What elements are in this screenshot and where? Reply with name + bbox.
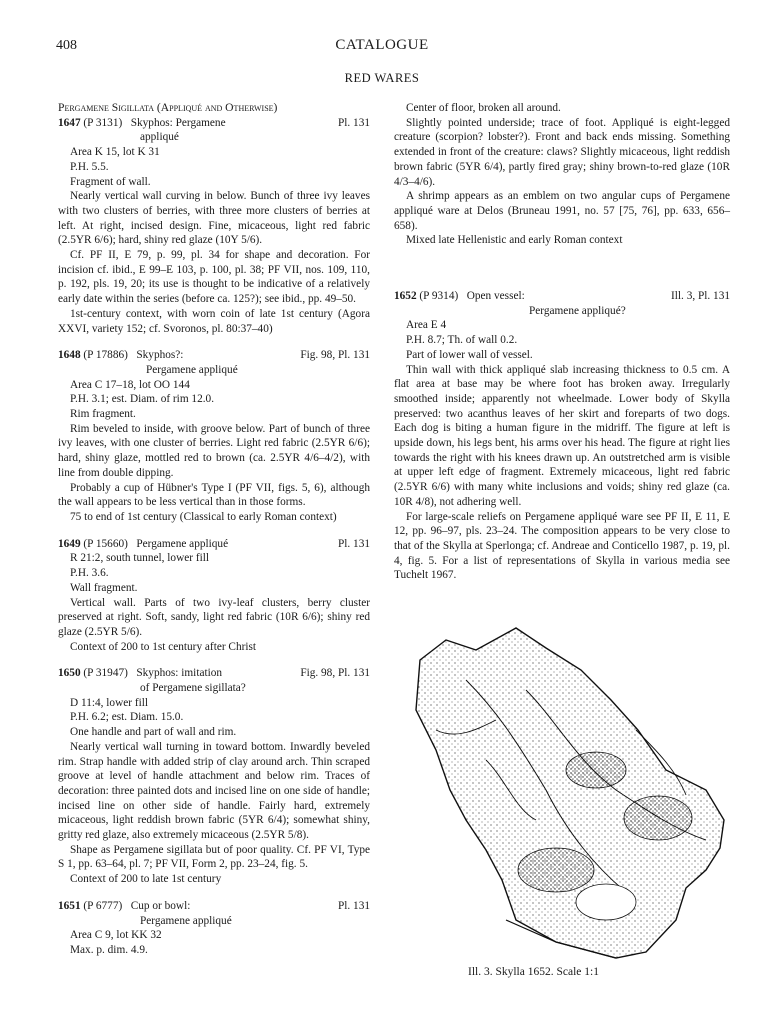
comparanda: Shape as Pergamene sigillata but of poor quality. Cf. PF VI, Type S 1, pp. 63–64, pl. 7; PF VII, Form 2, pp. 23–24, fig. 5. [58, 843, 370, 871]
context: 1st-century context, with worn coin of late 1st century (Agora XXVI, variety 152; cf. Svoronos, pl. 80:37–40) [58, 307, 370, 335]
illustration-caption: Ill. 3. Skylla 1652. Scale 1:1 [468, 966, 599, 978]
plate-reference: Ill. 3, Pl. 131 [671, 290, 730, 302]
preservation: Part of lower wall of vessel. [406, 348, 533, 361]
findspot: Area E 4 [406, 319, 447, 332]
entry-number: 1647 [58, 116, 81, 129]
findspot: Area C 9, lot KK 32 [70, 929, 162, 942]
comparanda: Cf. PF II, E 79, p. 99, pl. 34 for shape and decoration. For incision cf. ibid., E 99–E 103, p. 100, pl. 38; PF VII, nos. 109, 110, p. 192, pls. 19, 20; its use is thought to be indicative of a relatively early date within the series (before ca. 125?); see ibid., pp. 49–50. [58, 249, 370, 306]
inventory-number: (P 31947) [83, 667, 128, 680]
entry-number: 1650 [58, 667, 81, 680]
left-column [58, 101, 370, 958]
plate-reference: Pl. 131 [337, 116, 370, 129]
description: Slightly pointed underside; trace of foot. Appliqué is eight-legged creature (scorpion? lobster?). Front and back ends missing. Something extended in front of the creature: claws? Slightly micaceous, light reddish brown fabric (5YR 6/4), partly fired gray; shiny brown-to-red glaze (10R 4/3–4/6). [394, 116, 730, 188]
right-column [394, 101, 730, 248]
entry-1649 [58, 537, 370, 655]
comparanda: Probably a cup of Hübner's Type I (PF VII, figs. 5, 6), although the wall appears to be less vertical than in those forms. [58, 481, 370, 509]
inventory-number: (P 6777) [83, 899, 123, 912]
preservation: One handle and part of wall and rim. [70, 726, 237, 739]
dimensions: Max. p. dim. 4.9. [70, 943, 148, 956]
running-head: CATALOGUE [335, 37, 429, 53]
entry-title: Skyphos?: [136, 349, 184, 362]
description: Thin wall with thick appliqué slab increasing thickness to 0.5 cm. A flat area at base may be where foot has broken away. Irregularly smoothed inside; apparently not wheelmade. Lower body of Skylla preserved: two acanthus leaves of her skirt and foreparts of two dogs. Each dog is biting a human figure in the midriff. The figure at left is upside down, his legs bent, his arms over his head. The figure at right lies towards the right with his knees drawn up. An outstretched arm is visible at upper left edge of fragment. Extremely micaceous, light red fabric (2.5YR 6/6) with many white inclusions and voids; shiny red glaze (ca. 10R 4/8), not adhering well. [394, 363, 730, 508]
inventory-number: (P 9314) [419, 290, 459, 302]
page-number: 408 [56, 38, 77, 53]
context: Mixed late Hellenistic and early Roman context [406, 234, 623, 247]
findspot: R 21:2, south tunnel, lower fill [70, 552, 210, 565]
inventory-number: (P 3131) [83, 116, 123, 129]
dimensions: P.H. 3.6. [70, 567, 109, 580]
plate-reference: Pl. 131 [337, 537, 370, 550]
entry-number: 1649 [58, 537, 81, 550]
skylla-fragment-illustration [406, 620, 730, 962]
section-heading: RED WARES [344, 71, 420, 85]
context: Context of 200 to 1st century after Christ [70, 640, 257, 653]
entry-title-cont: of Pergamene sigillata? [140, 682, 246, 695]
entry-1651-continued [394, 101, 730, 248]
plate-reference: Pl. 131 [337, 899, 370, 912]
comparanda: A shrimp appears as an emblem on two angular cups of Pergamene appliqué ware at Delos (Bruneau 1991, no. 57 [75, 76], pp. 633, 656–658). [394, 190, 730, 232]
preservation: Fragment of wall. [70, 175, 151, 188]
comparanda: For large-scale reliefs on Pergamene appliqué ware see PF II, E 11, E 12, pp. 96–97, pls. 23–24. The composition appears to be very close to that of the Skylla at Sperlonga; cf. Andreae and Conticello 1987, p. 19, pl. 4, fig. 5. For a list of representations of Skylla in various media see Tuchelt 1967. [394, 510, 730, 582]
entry-number: 1651 [58, 899, 81, 912]
entry-1651 [58, 899, 370, 958]
findspot: Area C 17–18, lot OO 144 [70, 378, 190, 391]
description: Nearly vertical wall curving in below. Bunch of three ivy leaves with two clusters of berries, with three more clusters of berries at left. At right, incised design. Fine, micaceous, light red fabric (2.5YR 6/6); hard, shiny red glaze (10Y 5/6). [58, 190, 370, 247]
plate-reference: Fig. 98, Pl. 131 [300, 667, 370, 680]
entry-title-cont: Pergamene appliqué [140, 914, 232, 927]
findspot: Area K 15, lot K 31 [70, 146, 160, 159]
entry-1647 [58, 116, 370, 337]
description: Nearly vertical wall turning in toward bottom. Inwardly beveled rim. Strap handle with added strip of clay around arch. Thin scraped groove at level of handle attachment and below rim. Traces of decoration: three painted dots and incised line on one side of handle; incised line on other side of handle. Fairly hard, extremely micaceous, light reddish brown fabric (5YR 6/4); somewhat shiny, gritty red glaze, also extremely micaceous (2.5YR 5/8). [58, 740, 370, 842]
inventory-number: (P 15660) [83, 537, 128, 550]
description: Rim beveled to inside, with groove below. Part of bunch of three ivy leaves, with one cluster of berries. Light red fabric (2.5YR 6/6); hard, shiny glaze, mottled red to brown (ca. 2.5YR 4/6–4/2), with line from double dipping. [58, 422, 370, 479]
findspot: D 11:4, lower fill [70, 696, 149, 709]
inventory-number: (P 17886) [83, 349, 128, 362]
preservation: Wall fragment. [70, 581, 138, 594]
entry-title: Cup or bowl: [130, 899, 191, 912]
dimensions: P.H. 3.1; est. Diam. of rim 12.0. [70, 393, 215, 406]
entry-title: Skyphos: Pergamene [130, 116, 226, 129]
context: 75 to end of 1st century (Classical to early Roman context) [70, 510, 337, 523]
entry-title: Open vessel: [466, 290, 525, 302]
entry-title-cont: appliqué [140, 131, 179, 144]
dimensions: P.H. 5.5. [70, 160, 109, 173]
entry-1650 [58, 666, 370, 887]
context: Context of 200 to late 1st century [70, 873, 222, 886]
dimensions: P.H. 8.7; Th. of wall 0.2. [406, 334, 518, 347]
dimensions: P.H. 6.2; est. Diam. 15.0. [70, 711, 184, 724]
entry-number: 1652 [394, 290, 417, 302]
entry-1652 [394, 289, 730, 583]
entry-title-cont: Pergamene appliqué? [529, 304, 626, 317]
preservation: Rim fragment. [70, 408, 136, 421]
group-heading: Pergamene Sigillata (Appliqué and Otherwise) [58, 101, 278, 114]
description: Vertical wall. Parts of two ivy-leaf clusters, berry cluster preserved at right. Soft, sandy, light red fabric (10R 6/6); shiny red glaze (2.5YR 5/6). [58, 596, 370, 638]
entry-1648 [58, 348, 370, 524]
entry-title: Skyphos: imitation [136, 667, 223, 680]
entry-number: 1648 [58, 349, 81, 362]
preservation: Center of floor, broken all around. [406, 102, 561, 114]
entry-title: Pergamene appliqué [136, 537, 229, 550]
plate-reference: Fig. 98, Pl. 131 [300, 349, 370, 362]
entry-title-cont: Pergamene appliqué [146, 363, 238, 376]
